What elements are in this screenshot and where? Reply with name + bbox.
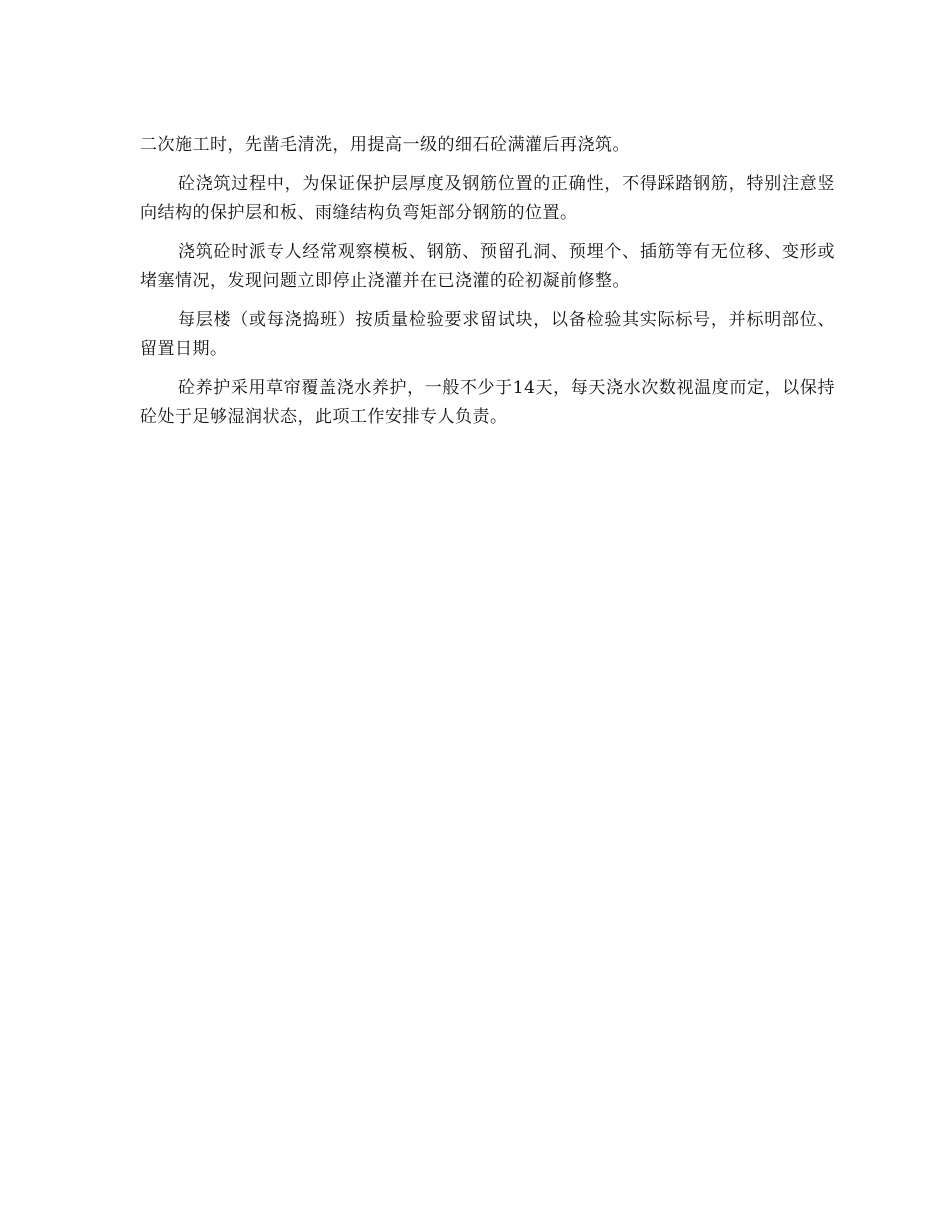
paragraph-2: 砼浇筑过程中，为保证保护层厚度及钢筋位置的正确性，不得踩踏钢筋，特别注意竖向结构的保护层和板、雨缝结构负弯矩部分钢筋的位置。 [140, 174, 835, 223]
paragraph-5: 砼养护采用草帘覆盖浇水养护，一般不少于14天，每天浇水次数视温度而定，以保持砼处于足够湿润状态，此项工作安排专人负责。 [140, 378, 835, 427]
paragraph-3: 浇筑砼时派专人经常观察模板、钢筋、预留孔洞、预埋个、插筋等有无位移、变形或堵塞情况，发现问题立即停止浇灌并在已浇灌的砼初凝前修整。 [140, 242, 835, 291]
paragraph-4: 每层楼（或每浇捣班）按质量检验要求留试块，以备检验其实际标号，并标明部位、留置日期。 [140, 310, 835, 359]
document-body [140, 131, 835, 432]
paragraph-1: 二次施工时，先凿毛清洗，用提高一级的细石砼满灌后再浇筑。 [140, 135, 630, 155]
